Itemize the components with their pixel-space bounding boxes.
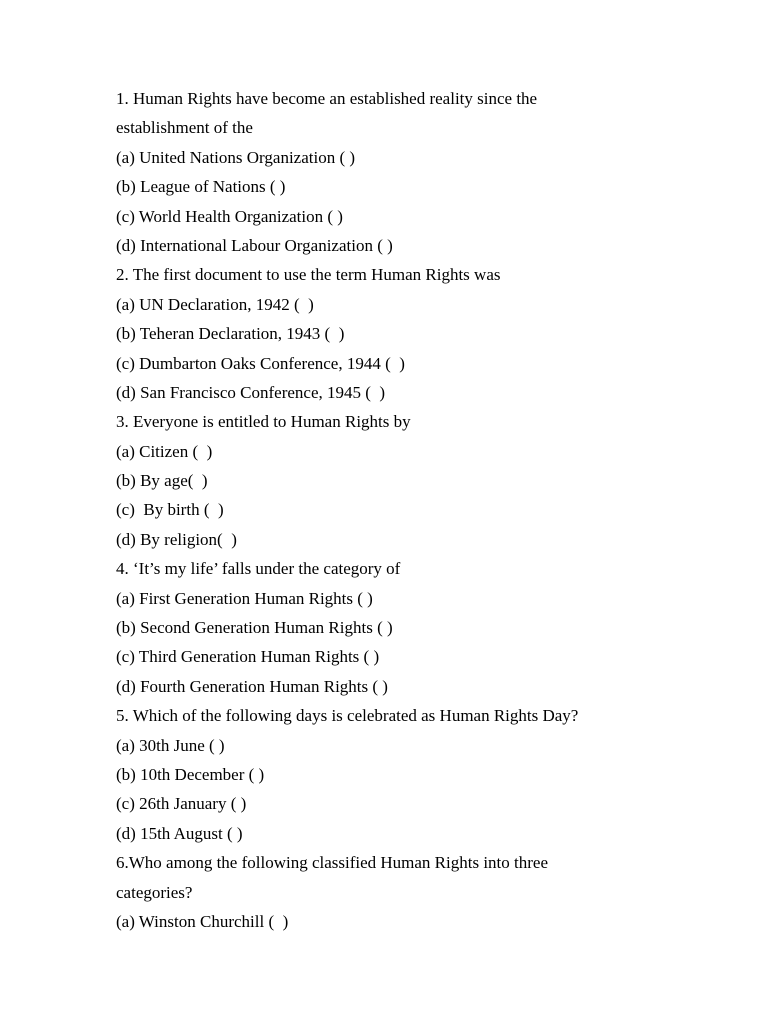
question-4: 4. ‘It’s my life’ falls under the category of [116, 559, 401, 579]
q5-option-c: (c) 26th January ( ) [116, 794, 247, 814]
q4-option-c: (c) Third Generation Human Rights ( ) [116, 647, 380, 667]
question-1-line-2: establishment of the [116, 118, 253, 138]
q4-option-d: (d) Fourth Generation Human Rights ( ) [116, 676, 388, 696]
q4-option-a: (a) First Generation Human Rights ( ) [116, 588, 373, 608]
question-5: 5. Which of the following days is celebrated as Human Rights Day? [116, 706, 579, 726]
q3-option-b: (b) By age( ) [116, 471, 208, 491]
q5-option-d: (d) 15th August ( ) [116, 823, 243, 843]
question-6-line-2: categories? [116, 882, 193, 902]
q3-option-c: (c) By birth ( ) [116, 500, 224, 520]
q1-option-a: (a) United Nations Organization ( ) [116, 147, 356, 167]
q5-option-a: (a) 30th June ( ) [116, 735, 225, 755]
q6-option-a: (a) Winston Churchill ( ) [116, 911, 289, 931]
question-6-line-1: 6.Who among the following classified Human Rights into three [116, 853, 549, 873]
q1-option-d: (d) International Labour Organization ( ) [116, 235, 393, 255]
q4-option-b: (b) Second Generation Human Rights ( ) [116, 618, 393, 638]
question-3: 3. Everyone is entitled to Human Rights by [116, 412, 411, 432]
q2-option-d: (d) San Francisco Conference, 1945 ( ) [116, 382, 386, 402]
question-1-line-1: 1. Human Rights have become an established reality since the [116, 89, 538, 108]
q2-option-a: (a) UN Declaration, 1942 ( ) [116, 294, 314, 314]
document-page [116, 84, 676, 936]
q1-option-c: (c) World Health Organization ( ) [116, 206, 343, 226]
q3-option-d: (d) By religion( ) [116, 529, 237, 549]
q5-option-b: (b) 10th December ( ) [116, 764, 265, 784]
q1-option-b: (b) League of Nations ( ) [116, 177, 286, 197]
q2-option-b: (b) Teheran Declaration, 1943 ( ) [116, 324, 345, 344]
q3-option-a: (a) Citizen ( ) [116, 441, 213, 461]
q2-option-c: (c) Dumbarton Oaks Conference, 1944 ( ) [116, 353, 405, 373]
question-2: 2. The first document to use the term Human Rights was [116, 265, 501, 285]
